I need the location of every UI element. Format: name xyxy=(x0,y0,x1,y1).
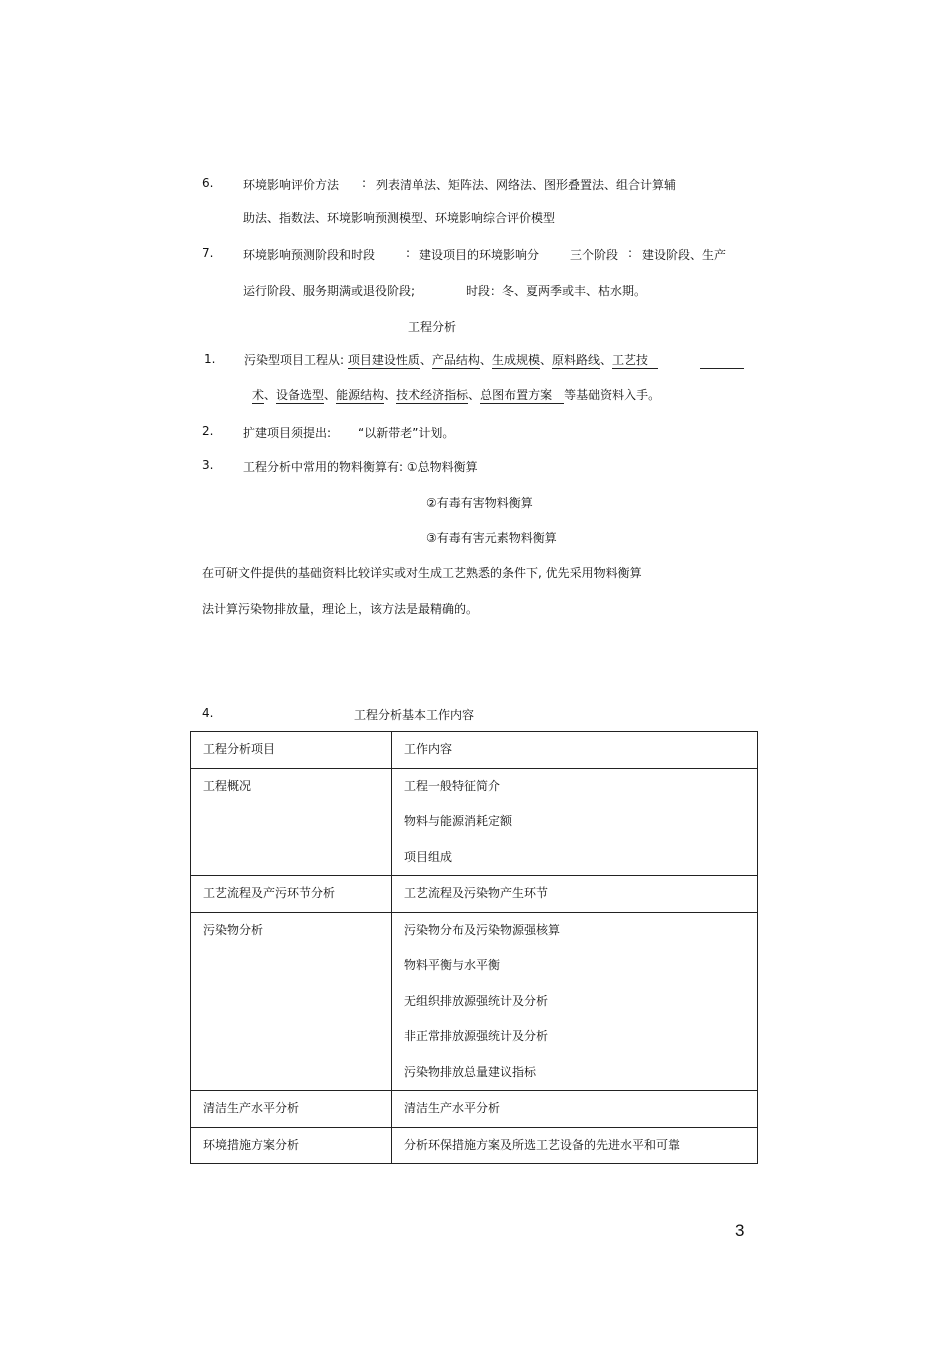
work-content-table xyxy=(190,731,758,1164)
blank-underline-1 xyxy=(700,368,744,369)
list-item-2-quote: “以新带老”计划。 xyxy=(358,426,455,440)
item7-part2: 三个阶段 xyxy=(570,248,619,262)
header-cell-content: 工作内容 xyxy=(392,732,758,769)
list-item-3-sub1: ②有毒有害物料衡算 xyxy=(426,496,533,510)
list-item-1-line1: 污染型项目工程从: 项目建设性质、产品结构、生成规模、原料路线、工艺技 xyxy=(244,351,658,369)
item7-number: 7. xyxy=(202,246,214,260)
term-equipment: 设备选型 xyxy=(276,388,325,402)
term-tech-cont: 术 xyxy=(252,388,265,402)
row-item-cell: 工程概况 xyxy=(191,768,392,876)
item4-number: 4. xyxy=(202,706,214,720)
item7-line2a: 运行阶段、服务期满或退役阶段; xyxy=(243,284,416,298)
list-item-1-prefix: 污染型项目工程从: xyxy=(244,353,345,367)
row-content-cell: 清洁生产水平分析 xyxy=(392,1091,758,1128)
item7-colon: : xyxy=(406,246,411,260)
row-content-cell: 工艺流程及污染物产生环节 xyxy=(392,876,758,913)
row-content-cell: 污染物分布及污染物源强核算 物料平衡与水平衡 无组织排放源强统计及分析 非正常排放源强统计及分析 污染物排放总量建议指标 xyxy=(392,912,758,1091)
table-row xyxy=(191,1091,758,1128)
row-content-cell: 工程一般特征简介 物料与能源消耗定额 项目组成 xyxy=(392,768,758,876)
table-caption: 工程分析基本工作内容 xyxy=(354,708,475,722)
table-header-row xyxy=(191,732,758,769)
paragraph-line1: 在可研文件提供的基础资料比较详实或对生成工艺熟悉的条件下, 优先采用物料衡算 xyxy=(202,566,642,580)
page-number: 3 xyxy=(735,1221,745,1240)
term-product-structure: 产品结构 xyxy=(431,353,480,367)
term-tech-econ-index: 技术经济指标 xyxy=(396,388,469,402)
row-content-cell: 分析环保措施方案及所选工艺设备的先进水平和可靠 xyxy=(392,1127,758,1164)
item6-colon: : xyxy=(362,176,367,190)
list-item-3-text: 工程分析中常用的物料衡算有: ①总物料衡算 xyxy=(243,460,478,474)
item6-line2: 助法、指数法、环境影响预测模型、环境影响综合评价模型 xyxy=(243,211,556,225)
row-item-cell: 工艺流程及产污环节分析 xyxy=(191,876,392,913)
table-row xyxy=(191,912,758,1091)
row-item-cell: 污染物分析 xyxy=(191,912,392,1091)
item7-part1: 建设项目的环境影响分 xyxy=(419,248,540,262)
item7-term: 环境影响预测阶段和时段 xyxy=(243,248,376,262)
item6-line1: 列表清单法、矩阵法、网络法、图形叠置法、组合计算辅 xyxy=(376,178,677,192)
list-item-1-suffix: 等基础资料入手。 xyxy=(564,388,661,402)
item7-colon2: : xyxy=(628,246,633,260)
list-item-1-line2: 术、设备选型、能源结构、技术经济指标、总图布置方案 等基础资料入手。 xyxy=(252,388,661,402)
term-production-scale: 生成规模 xyxy=(491,353,540,367)
term-construction-nature: 项目建设性质 xyxy=(347,353,420,367)
section-title: 工程分析 xyxy=(408,320,457,334)
term-energy-structure: 能源结构 xyxy=(336,388,385,402)
header-cell-item: 工程分析项目 xyxy=(191,732,392,769)
list-item-3-number: 3. xyxy=(202,458,214,472)
list-item-1-number: 1. xyxy=(204,352,216,366)
table-row xyxy=(191,876,758,913)
paragraph-line2: 法计算污染物排放量，理论上，该方法是最精确的。 xyxy=(202,602,479,616)
list-item-2-number: 2. xyxy=(202,424,214,438)
term-process-tech: 工艺技 xyxy=(612,353,658,369)
term-raw-material-route: 原料路线 xyxy=(551,353,600,367)
table-row xyxy=(191,1127,758,1164)
list-item-3-sub2: ③有毒有害元素物料衡算 xyxy=(426,531,557,545)
item6-term: 环境影响评价方法 xyxy=(243,178,340,192)
item7-part3: 建设阶段、生产 xyxy=(642,248,727,262)
table-row xyxy=(191,768,758,876)
term-layout-plan: 总图布置方案 xyxy=(480,388,564,404)
list-item-2-text: 扩建项目须提出: xyxy=(243,426,332,440)
item6-number: 6. xyxy=(202,176,214,190)
row-item-cell: 环境措施方案分析 xyxy=(191,1127,392,1164)
item7-line2b: 时段：冬、夏两季或丰、枯水期。 xyxy=(466,284,647,298)
row-item-cell: 清洁生产水平分析 xyxy=(191,1091,392,1128)
